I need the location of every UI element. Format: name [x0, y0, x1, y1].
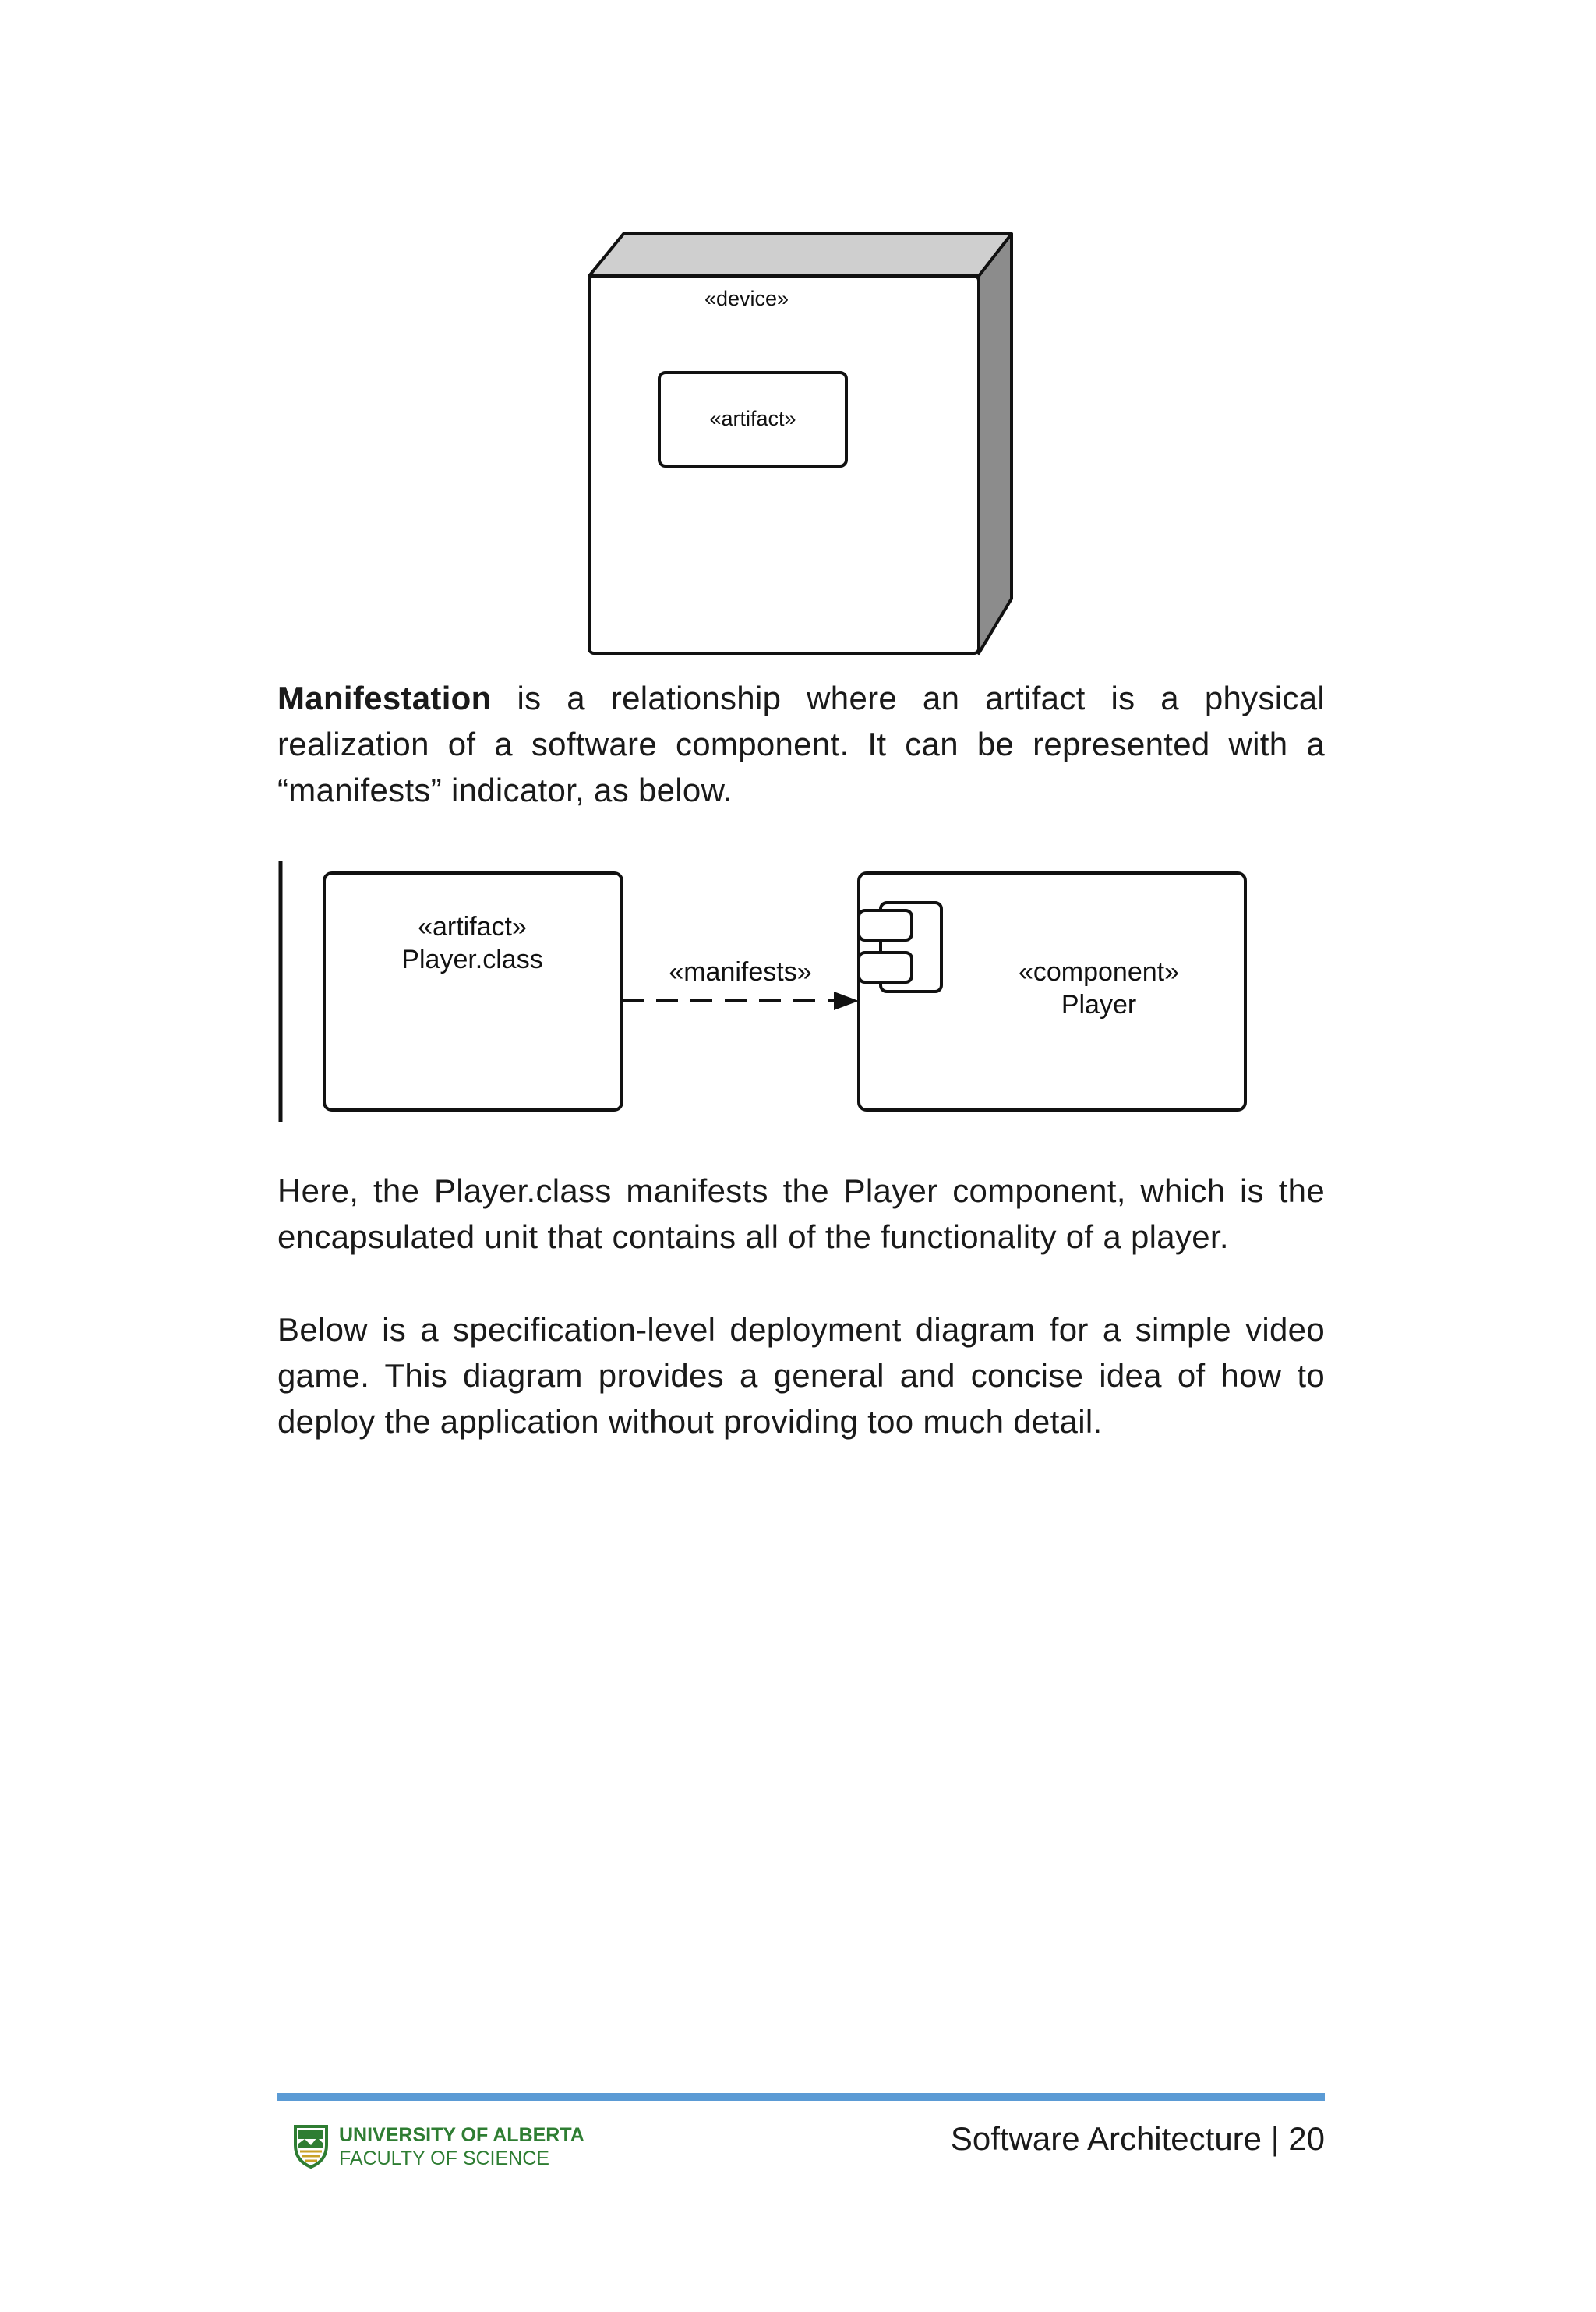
university-logo: [292, 2122, 620, 2176]
component-name: Player: [1061, 990, 1137, 1020]
component-icon-port-top: [859, 910, 912, 940]
university-logo-text: [339, 2123, 584, 2170]
manifestation-paragraph: [277, 675, 1325, 813]
artifact-name: Player.class: [401, 945, 543, 974]
device-stereotype: «device»: [704, 287, 789, 310]
manifestation-term: Manifestation: [277, 680, 492, 716]
manifests-label: «manifests»: [669, 957, 812, 987]
component-icon-port-bottom: [859, 953, 912, 982]
footer-rule: [277, 2093, 1325, 2101]
manifests-diagram: [273, 856, 1255, 1129]
artifact-stereotype: «artifact»: [709, 407, 796, 430]
logo-line-university: UNIVERSITY OF ALBERTA: [339, 2124, 584, 2146]
device-node-diagram: [577, 226, 1021, 663]
artifact-box: [324, 873, 622, 1110]
device-side-face: [979, 234, 1012, 653]
player-class-paragraph: Here, the Player.class manifests the Player component, which is the encapsulated unit that contains all of the functionality of a player.: [277, 1172, 1325, 1255]
page-footer-label: Software Architecture | 20: [950, 2120, 1325, 2157]
manifests-arrow-head: [834, 992, 859, 1010]
device-top-face: [589, 234, 1012, 276]
logo-line-faculty: FACULTY OF SCIENCE: [339, 2148, 549, 2169]
university-crest-icon: [292, 2122, 330, 2169]
manifestation-definition: is a relationship where an artifact is a physical realization of a software component. It can be represented with a “manifests” indicator, as below.: [277, 680, 1325, 808]
deployment-intro-paragraph: Below is a specification-level deployment diagram for a simple video game. This diagram provides a general and concise idea of how to deploy the application without providing too much detail.: [277, 1311, 1325, 1440]
component-stereotype: «component»: [1018, 957, 1180, 987]
artifact-stereotype: «artifact»: [418, 912, 527, 942]
